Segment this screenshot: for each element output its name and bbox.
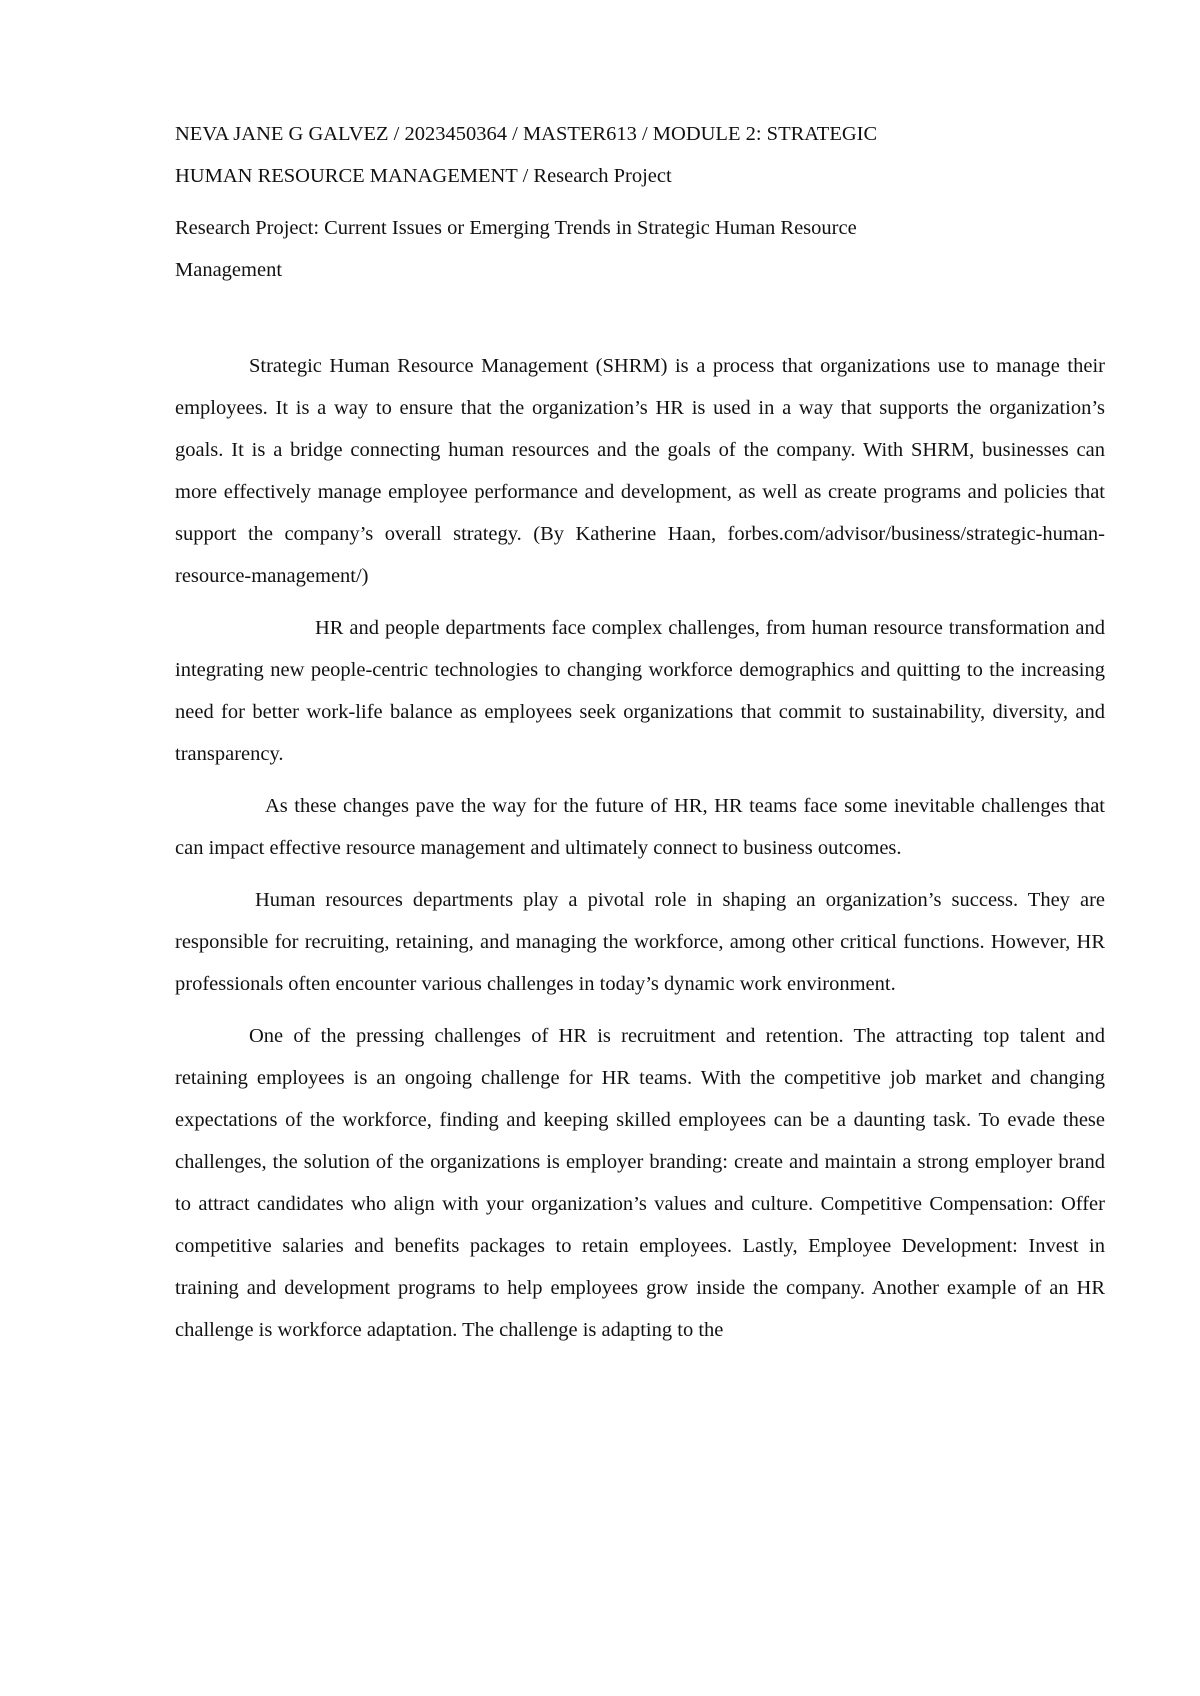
title-line-2: Management bbox=[175, 259, 283, 281]
header-line-2: HUMAN RESOURCE MANAGEMENT / Research Project bbox=[175, 165, 672, 187]
paragraph-shrm-definition: Strategic Human Resource Management (SHRM) is a process that organizations use to manage their employees. It is a way to ensure that the organization’s HR is used in a way that supports the organization’s goals. It is a bridge connecting human resources and the goals of the company. With SHRM, businesses can more effectively manage employee performance and development, as well as create programs and policies that support the company’s overall strategy. (By Katherine Haan, forbes.com/advisor/business/strategic-human-resource-management/) bbox=[175, 355, 1105, 587]
document-title bbox=[175, 207, 1105, 291]
paragraph-hr-role: Human resources departments play a pivotal role in shaping an organization’s success. They are responsible for recruiting, retaining, and managing the workforce, among other critical functions. However, HR professionals often encounter various challenges in today’s dynamic work environment. bbox=[175, 889, 1105, 995]
paragraph-recruitment-retention: One of the pressing challenges of HR is recruitment and retention. The attracting top talent and retaining employees is an ongoing challenge for HR teams. With the competitive job market and changing expectations of the workforce, finding and keeping skilled employees can be a daunting task. To evade these challenges, the solution of the organizations is employer branding: create and maintain a strong employer brand to attract candidates who align with your organization’s values and culture. Competitive Compensation: Offer competitive salaries and benefits packages to retain employees. Lastly, Employee Development: Invest in training and development programs to help employees grow inside the company. Another example of an HR challenge is workforce adaptation. The challenge is adapting to the bbox=[175, 1025, 1105, 1341]
paragraph-future-of-hr: As these changes pave the way for the future of HR, HR teams face some inevitable challenges that can impact effective resource management and ultimately connect to business outcomes. bbox=[175, 795, 1105, 859]
title-line-1: Research Project: Current Issues or Emerging Trends in Strategic Human Resource bbox=[175, 217, 857, 239]
document-body bbox=[175, 113, 1105, 1361]
document-header bbox=[175, 113, 1105, 197]
paragraph-hr-challenges: HR and people departments face complex challenges, from human resource transformation and integrating new people-centric technologies to changing workforce demographics and quitting to the increasing need for better work-life balance as employees seek organizations that commit to sustainability, diversity, and transparency. bbox=[175, 617, 1105, 765]
header-line-1: NEVA JANE G GALVEZ / 2023450364 / MASTER613 / MODULE 2: STRATEGIC bbox=[175, 123, 878, 145]
